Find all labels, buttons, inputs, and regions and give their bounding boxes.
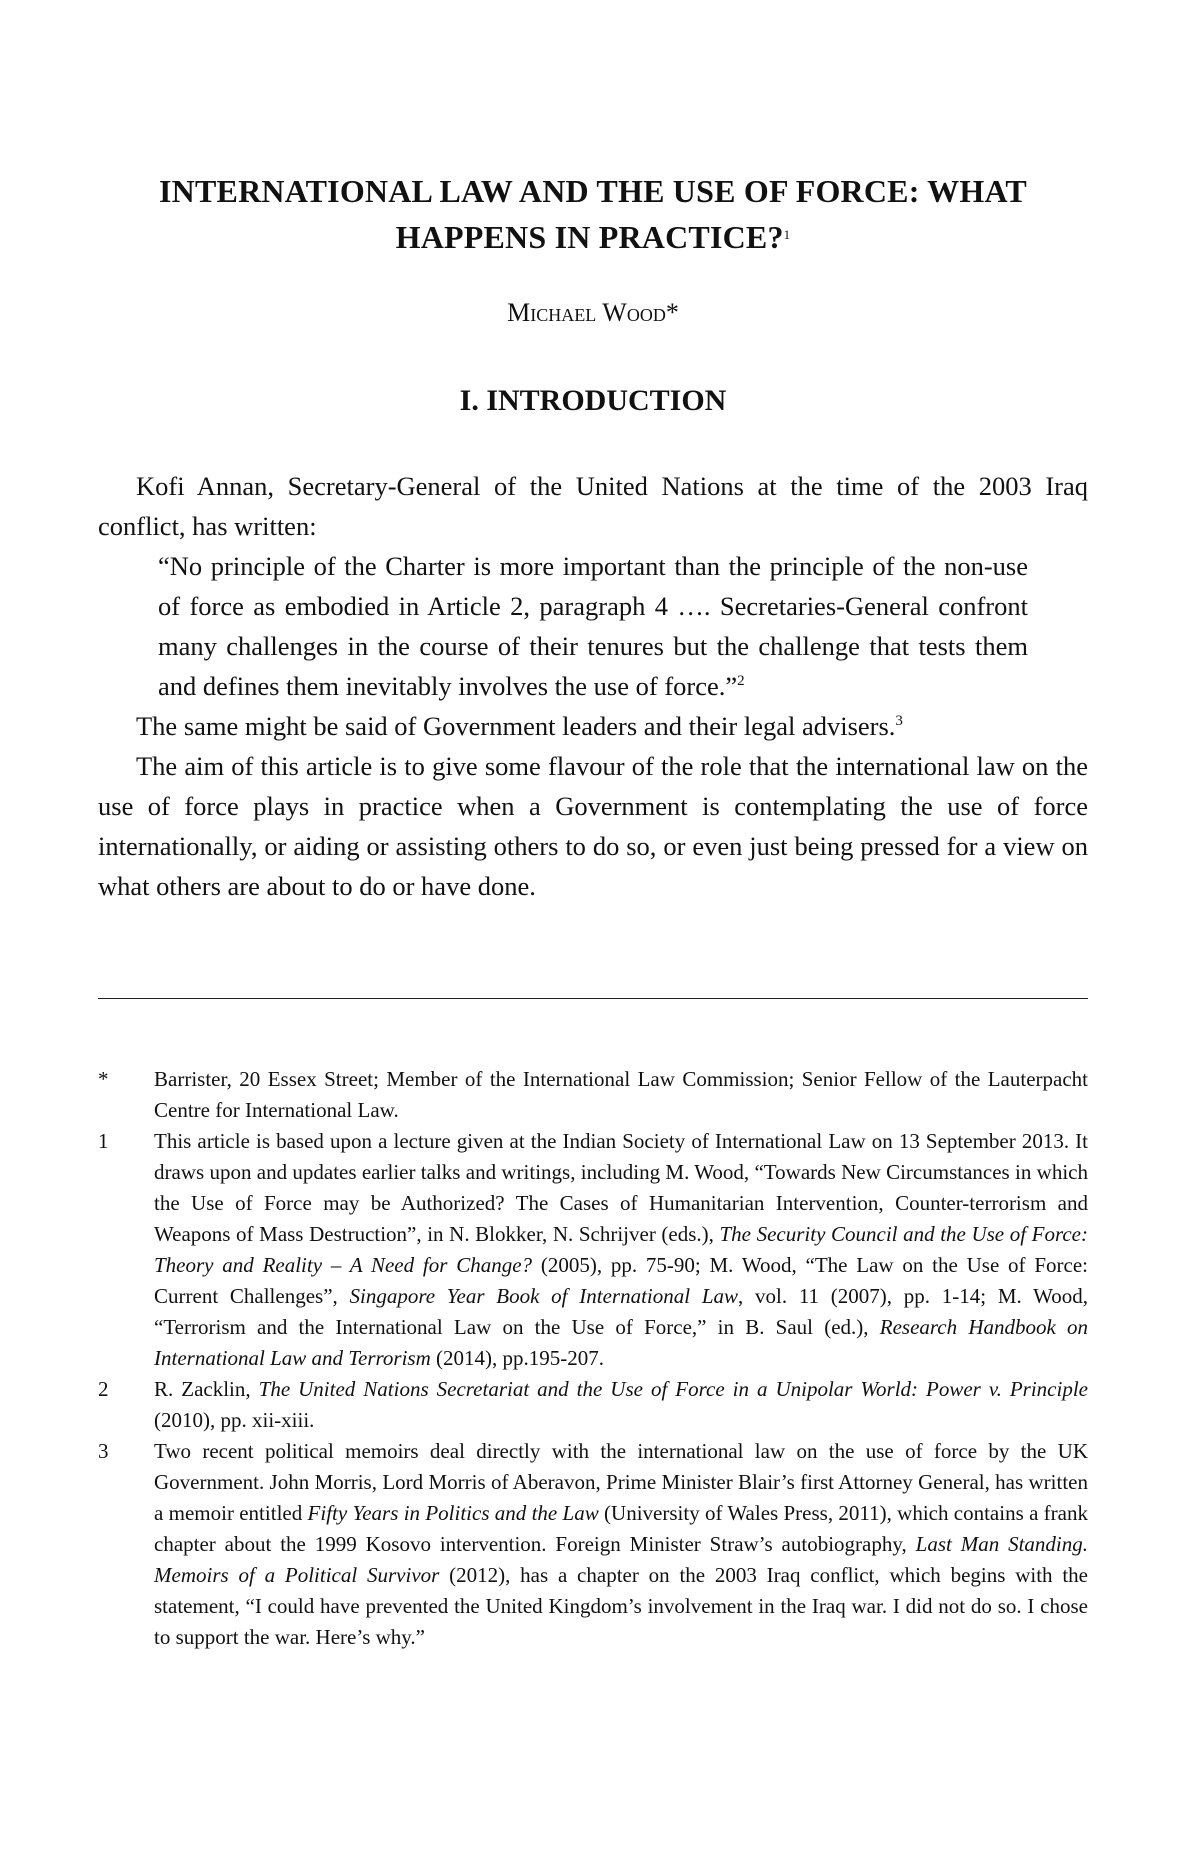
paragraph-2-text: The same might be said of Government leaders and their legal advisers. (136, 711, 896, 741)
section-heading: I. INTRODUCTION (459, 384, 727, 417)
footnote-text (154, 1436, 1088, 1653)
paragraph-3: The aim of this article is to give some flavour of the role that the international law on the use of force plays in practice when a Government is contemplating the use of force internationally, or aiding or assisting others to do so, or even just being pressed for a view on what others are about to do or have done. (98, 751, 1088, 901)
paragraph-1: Kofi Annan, Secretary-General of the United Nations at the time of the 2003 Iraq conflict, has written: (98, 471, 1088, 541)
footnote-book-title: The Security Council and the Use of Force: Theory and Reality – A Need for Change? (154, 1222, 1088, 1277)
footnote-journal-title: Singapore Year Book of International Law (349, 1284, 739, 1308)
title-line-2 (98, 214, 1088, 260)
footnote-mark: 1 (98, 1129, 109, 1153)
footnote-text-run: Two recent political memoirs deal directly with the international law on the use of force by the UK Government. John Morris, Lord Morris of Aberavon, Prime Minister Blair’s first Attorney General, has written a memoir entitled (154, 1439, 1088, 1525)
footnote-text-run: This article is based upon a lecture given at the Indian Society of International Law on 13 September 2013. It draws upon and updates earlier talks and writings, including M. Wood, “Towards New Circumstances in which the Use of Force may be Authorized? The Cases of Humanitarian Intervention, Counter-terrorism and Weapons of Mass Destruction”, in N. Blokker, N. Schrijver (eds.), (154, 1129, 1088, 1246)
title-line-1: INTERNATIONAL LAW AND THE USE OF FORCE: WHAT (159, 173, 1027, 209)
footnote-text-run: (2012), has a chapter on the 2003 Iraq conflict, which begins with the statement, “I could have prevented the United Kingdom’s involvement in the Iraq war. I did not do so. I chose to support the war. Here’s why.” (154, 1563, 1088, 1649)
footnote-text: Barrister, 20 Essex Street; Member of the International Law Commission; Senior Fellow of the Lauterpacht Centre for International Law. (154, 1067, 1088, 1122)
footnotes (98, 1064, 1088, 1653)
quote-footnote-ref[interactable]: 2 (737, 673, 745, 690)
author-name: Michael Wood (507, 298, 666, 327)
footnote-text (154, 1126, 1088, 1374)
footnote-text (154, 1374, 1088, 1436)
footnote-text-run: , vol. 11 (2007), pp. 1-14; M. Wood, “Terrorism and the International Law on the Use of Force,” in B. Saul (ed.), (154, 1284, 1088, 1339)
footnote-2 (98, 1374, 1088, 1436)
footnote-separator (98, 998, 1088, 999)
footnote-text-run: (2014), pp.195-207. (430, 1346, 604, 1370)
footnote-mark: 2 (98, 1377, 109, 1401)
body-text (98, 466, 1088, 906)
footnote-text-run: R. Zacklin, (154, 1377, 259, 1401)
footnote-text-run: (University of Wales Press, 2011), which contains a frank chapter about the 1999 Kosovo intervention. Foreign Minister Straw’s autobiography, (154, 1501, 1088, 1556)
paragraph-2-footnote-ref[interactable]: 3 (895, 713, 903, 730)
document-page (98, 0, 1088, 1856)
footnote-star (98, 1064, 1088, 1126)
footnote-text-run: (2005), pp. 75-90; M. Wood, “The Law on the Use of Force: Current Challenges”, (154, 1253, 1088, 1308)
footnote-book-title: The United Nations Secretariat and the Use of Force in a Unipolar World: Power v. Principle (258, 1377, 1088, 1401)
footnote-mark: * (98, 1067, 109, 1091)
footnote-book-title: Research Handbook on International Law and Terrorism (154, 1315, 1089, 1370)
author-line (98, 298, 1088, 328)
title-line-2-text: HAPPENS IN PRACTICE? (395, 219, 784, 255)
footnote-1 (98, 1126, 1088, 1374)
block-quote (158, 546, 1028, 706)
footnote-book-title: Fifty Years in Politics and the Law (307, 1501, 599, 1525)
author-footnote-ref[interactable]: * (665, 298, 679, 327)
block-quote-text: “No principle of the Charter is more important than the principle of the non-use of force as embodied in Article 2, paragraph 4 …. Secretaries-General confront many challenges in the course of their tenures but the challenge that tests them and defines them inevitably involves the use of force.” (158, 551, 1028, 701)
footnote-book-title: Last Man Standing. Memoirs of a Political Survivor (154, 1532, 1088, 1587)
footnote-3 (98, 1436, 1088, 1653)
article-title (98, 168, 1088, 260)
footnote-mark: 3 (98, 1439, 109, 1463)
footnote-text-run: (2010), pp. xii-xiii. (154, 1408, 315, 1432)
paragraph-2 (98, 706, 1088, 746)
title-footnote-ref[interactable]: 1 (783, 227, 791, 242)
